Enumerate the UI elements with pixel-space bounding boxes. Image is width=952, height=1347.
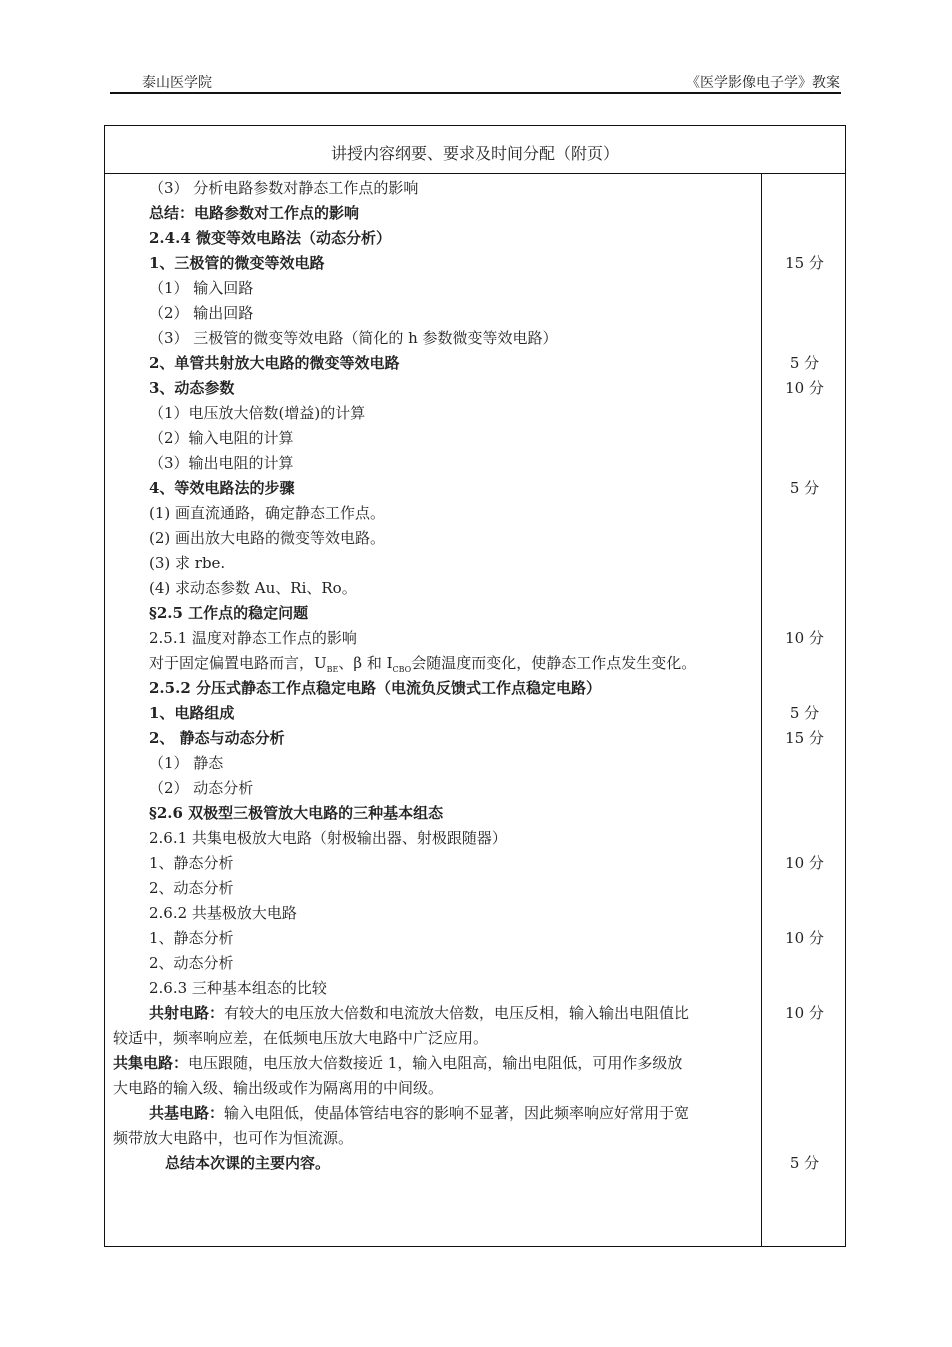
content-line: (2) 画出放大电路的微变等效电路。 <box>149 529 386 547</box>
content-line: 1、电路组成 <box>149 704 235 722</box>
school-name: 泰山医学院 <box>142 75 212 91</box>
content-line: 较适中，频率响应差，在低频电压放大电路中广泛应用。 <box>113 1029 489 1047</box>
content-line: （3） 三极管的微变等效电路（简化的 h 参数微变等效电路） <box>149 329 558 347</box>
content-line: （1） 输入回路 <box>149 279 254 297</box>
time-allocation: 5 分 <box>789 704 820 722</box>
content-line: 1、三极管的微变等效电路 <box>149 254 325 272</box>
time-allocation: 10 分 <box>785 929 824 947</box>
content-line: §2.5 工作点的稳定问题 <box>149 604 309 622</box>
content-line: §2.6 双极型三极管放大电路的三种基本组态 <box>149 804 444 822</box>
content-line: （2）输入电阻的计算 <box>149 429 294 447</box>
line-part: 电压跟随，电压放大倍数接近 1，输入电阻高，输出电阻低，可用作多级放 <box>188 1054 683 1072</box>
content-line: （1） 静态 <box>149 754 224 772</box>
content-line: （3）输出电阻的计算 <box>149 454 294 472</box>
time-allocation: 10 分 <box>785 1004 824 1022</box>
time-allocation: 10 分 <box>785 629 824 647</box>
content-line <box>149 1001 689 1026</box>
content-line: (4) 求动态参数 Au、Ri、Ro。 <box>149 579 357 597</box>
line-part: 对于固定偏置电路而言，U <box>149 654 327 672</box>
subscript-cbo: CBO <box>392 665 412 674</box>
content-line: (1) 画直流通路，确定静态工作点。 <box>149 504 386 522</box>
line-part: 、β 和 I <box>338 654 393 672</box>
content-line: 2.6.3 三种基本组态的比较 <box>149 979 327 997</box>
line-label: 共射电路： <box>149 1004 225 1022</box>
content-line: 总结：电路参数对工作点的影响 <box>149 204 360 222</box>
content-line: 2.6.1 共集电极放大电路（射极输出器、射极跟随器） <box>149 829 507 847</box>
content-line: 2.4.4 微变等效电路法（动态分析） <box>149 229 391 247</box>
content-line: (3) 求 rbe. <box>149 554 226 572</box>
time-allocation: 15 分 <box>785 729 824 747</box>
time-allocation: 5 分 <box>789 479 820 497</box>
line-part: 会随温度而变化，使静态工作点发生变化。 <box>411 654 697 672</box>
course-title: 《医学影像电子学》教案 <box>686 75 840 91</box>
line-part: 有较大的电压放大倍数和电流放大倍数，电压反相，输入输出电阻值比 <box>224 1004 690 1022</box>
time-allocation: 5 分 <box>789 354 820 372</box>
content-line: 2.6.2 共基极放大电路 <box>149 904 297 922</box>
time-allocation: 15 分 <box>785 254 824 272</box>
time-allocation: 10 分 <box>785 854 824 872</box>
content-line: 大电路的输入级、输出级或作为隔离用的中间级。 <box>113 1079 444 1097</box>
line-label: 共集电路： <box>113 1054 189 1072</box>
content-line: 2、动态分析 <box>149 954 234 972</box>
content-line: （2） 动态分析 <box>149 779 254 797</box>
time-allocation: 10 分 <box>785 379 824 397</box>
content-line: （2） 输出回路 <box>149 304 254 322</box>
content-line: （1）电压放大倍数(增益)的计算 <box>149 404 366 422</box>
subscript-be: BE <box>326 665 339 674</box>
content-line: 2.5.2 分压式静态工作点稳定电路（电流负反馈式工作点稳定电路） <box>149 679 601 697</box>
content-line: 3、动态参数 <box>149 379 235 397</box>
content-line <box>113 1051 682 1076</box>
table-title: 讲授内容纲要、要求及时间分配（附页） <box>105 126 845 174</box>
content-line: 4、等效电路法的步骤 <box>149 479 295 497</box>
time-allocation: 5 分 <box>789 1154 820 1172</box>
content-line: （3） 分析电路参数对静态工作点的影响 <box>149 179 419 197</box>
line-label: 共基电路： <box>149 1104 225 1122</box>
outline-table <box>104 125 846 1247</box>
content-line: 1、静态分析 <box>149 854 234 872</box>
content-line: 2.5.1 温度对静态工作点的影响 <box>149 629 357 647</box>
content-line: 频带放大电路中，也可作为恒流源。 <box>113 1129 354 1147</box>
content-line: 2、单管共射放大电路的微变等效电路 <box>149 354 400 372</box>
line-part: 输入电阻低，使晶体管结电容的影响不显著，因此频率响应好常用于宽 <box>224 1104 690 1122</box>
header-rule <box>110 92 841 94</box>
content-line: 2、 静态与动态分析 <box>149 729 285 747</box>
content-line: 总结本次课的主要内容。 <box>165 1154 331 1172</box>
content-line: 2、动态分析 <box>149 879 234 897</box>
content-line: 1、静态分析 <box>149 929 234 947</box>
content-line <box>149 1101 689 1126</box>
